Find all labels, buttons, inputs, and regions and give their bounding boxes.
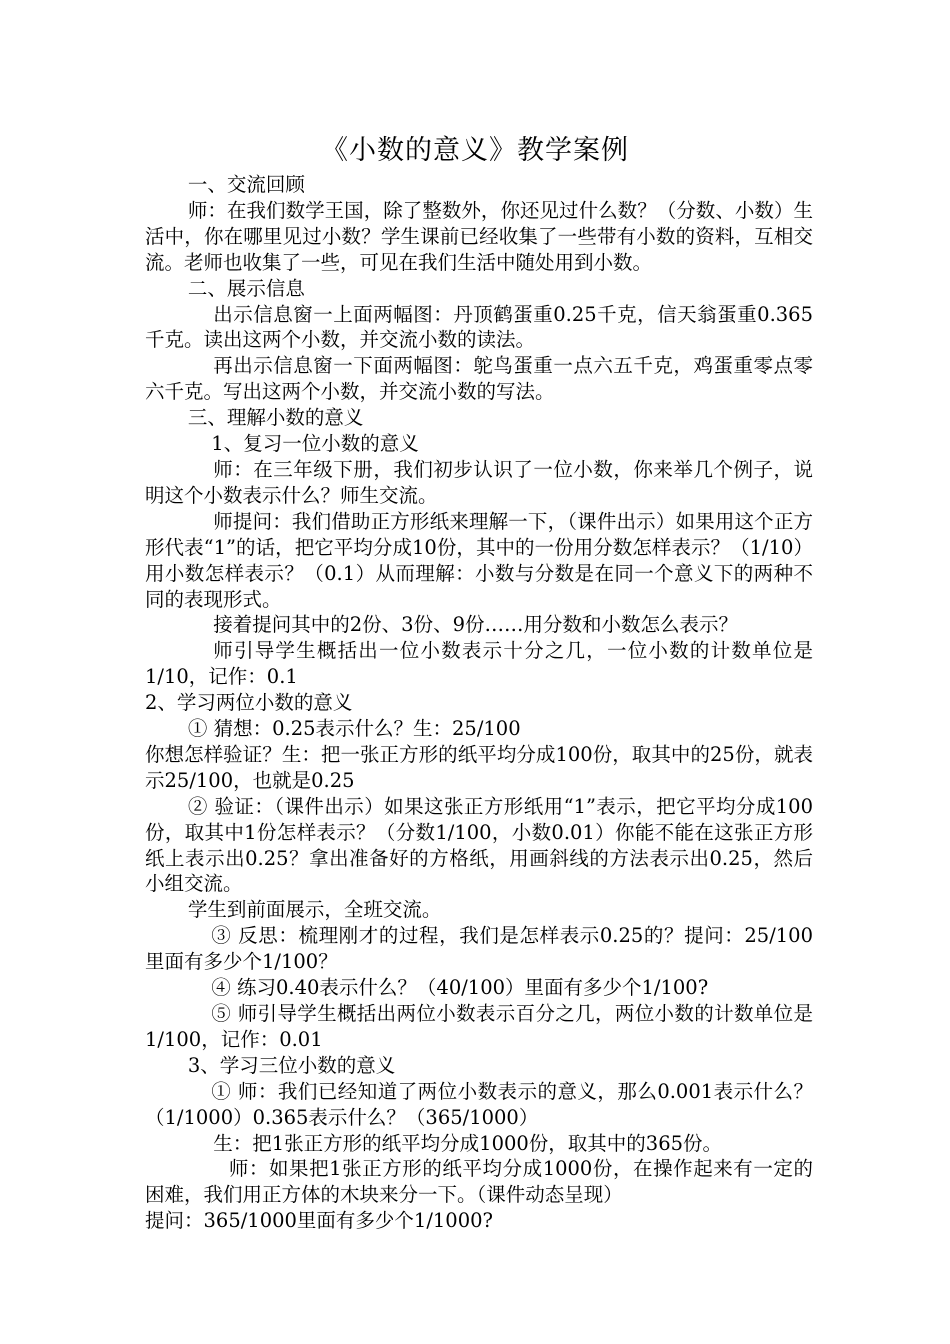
document-body [145, 172, 813, 1234]
paragraph: ⑤ 师引导学生概括出两位小数表示百分之几，两位小数的计数单位是1/100，记作：0.01 [145, 1002, 813, 1051]
subsection-heading-2: 2、学习两位小数的意义 [145, 691, 353, 715]
paragraph: 学生到前面展示，全班交流。 [187, 898, 442, 922]
paragraph: ① 师：我们已经知道了两位小数表示的意义，那么0.001表示什么？（1/1000）0.365表示什么？（365/1000） [145, 1079, 813, 1129]
subsection-heading-1: 1、复习一位小数的意义 [211, 432, 419, 456]
paragraph: 师提问：我们借助正方形纸来理解一下，（课件出示）如果用这个正方形代表“1”的话，把它平均分成10份，其中的一份用分数怎样表示？（1/10）用小数怎样表示？（0.1）从而理解：小数与分数是在同一个意义下的两种不同的表现形式。 [145, 509, 813, 611]
paragraph: 师：在三年级下册，我们初步认识了一位小数，你来举几个例子，说明这个小数表示什么？师生交流。 [145, 457, 813, 507]
paragraph: 师：如果把1张正方形的纸平均分成1000份，在操作起来有一定的困难，我们用正方体的木块来分一下。（课件动态呈现） [145, 1157, 813, 1207]
section-heading-3: 三、理解小数的意义 [187, 406, 364, 430]
subsection-heading-3: 3、学习三位小数的意义 [187, 1053, 396, 1077]
paragraph: ① 猜想：0.25表示什么？生：25/100 [187, 717, 521, 741]
section-heading-1: 一、交流回顾 [187, 173, 305, 196]
paragraph: 生：把1张正方形的纸平均分成1000份，取其中的365份。 [213, 1131, 723, 1155]
paragraph: ② 验证：（课件出示）如果这张正方形纸用“1”表示，把它平均分成100份，取其中1份怎样表示？（分数1/100，小数0.01）你能不能在这张正方形纸上表示出0.25？拿出准备好的方格纸，用画斜线的方法表示出0.25，然后小组交流。 [145, 794, 813, 896]
paragraph: 再出示信息窗一下面两幅图：鸵鸟蛋重一点六五千克，鸡蛋重零点零六千克。写出这两个小数，并交流小数的写法。 [145, 354, 813, 404]
paragraph: 提问：365/1000里面有多少个1/1000? [145, 1209, 493, 1233]
paragraph: 你想怎样验证？生：把一张正方形的纸平均分成100份，取其中的25份，就表示25/100，也就是0.25 [145, 742, 813, 792]
paragraph: ④ 练习0.40表示什么？（40/100）里面有多少个1/100? [211, 976, 709, 1000]
paragraph: 出示信息窗一上面两幅图：丹顶鹤蛋重0.25千克，信天翁蛋重0.365千克。读出这两个小数，并交流小数的读法。 [145, 302, 813, 352]
paragraph: 接着提问其中的2份、3份、9份……用分数和小数怎么表示？ [213, 613, 738, 637]
section-heading-2: 二、展示信息 [187, 276, 305, 300]
paragraph: 师引导学生概括出一位小数表示十分之几，一位小数的计数单位是1/10，记作：0.1 [145, 639, 813, 689]
document-title: 《小数的意义》教学案例 [321, 135, 629, 166]
paragraph: ③ 反思：梳理刚才的过程，我们是怎样表示0.25的？提问：25/100里面有多少个1/100？ [145, 924, 813, 974]
paragraph: 师：在我们数学王国，除了整数外，你还见过什么数？（分数、小数）生活中，你在哪里见过小数？学生课前已经收集了一些带有小数的资料，互相交流。老师也收集了一些，可见在我们生活中随处用到小数。 [145, 198, 813, 274]
